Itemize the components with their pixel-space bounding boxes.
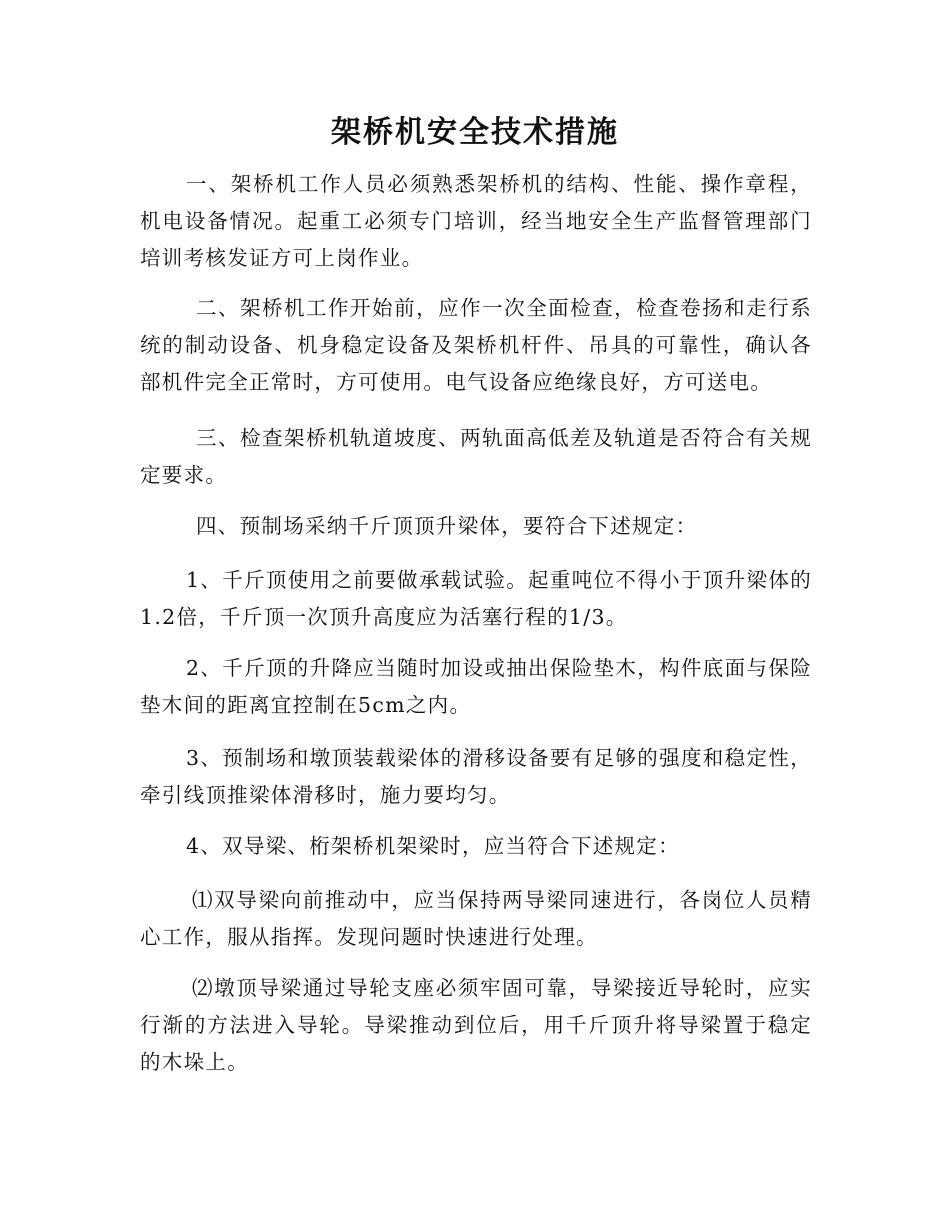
paragraph-1: 一、架桥机工作人员必须熟悉架桥机的结构、性能、操作章程，机电设备情况。起重工必须专门培训，经当地安全生产监督管理部门培训考核发证方可上岗作业。 (140, 172, 812, 270)
document-title: 架桥机安全技术措施 (331, 115, 619, 150)
paragraph-5: 1、千斤顶使用之前要做承载试验。起重吨位不得小于顶升梁体的1.2倍，千斤顶一次顶升高度应为活塞行程的1/3。 (140, 568, 812, 629)
paragraph-3: 三、检查架桥机轨道坡度、两轨面高低差及轨道是否符合有关规定要求。 (140, 426, 812, 487)
paragraph-6: 2、千斤顶的升降应当随时加设或抽出保险垫木，构件底面与保险垫木间的距离宜控制在5cm之内。 (140, 656, 812, 717)
paragraph-7: 3、预制场和墩顶装载梁体的滑移设备要有足够的强度和稳定性，牵引线顶推梁体滑移时，施力要均匀。 (140, 746, 812, 807)
paragraph-9: ⑴双导梁向前推动中，应当保持两导梁同速进行，各岗位人员精心工作，服从指挥。发现问题时快速进行处理。 (140, 888, 812, 949)
paragraph-10: ⑵墩顶导梁通过导轮支座必须牢固可靠，导梁接近导轮时，应实行渐的方法进入导轮。导梁推动到位后，用千斤顶升将导梁置于稳定的木垛上。 (140, 976, 812, 1074)
paragraph-8: 4、双导梁、桁架桥机架梁时，应当符合下述规定： (186, 834, 680, 858)
paragraph-2: 二、架桥机工作开始前，应作一次全面检查，检查卷扬和走行系统的制动设备、机身稳定设备及架桥机杆件、吊具的可靠性，确认各部机件完全正常时，方可使用。电气设备应绝缘良好，方可送电。 (140, 296, 812, 394)
paragraph-4: 四、预制场采纳千斤顶顶升梁体，要符合下述规定： (196, 514, 698, 538)
